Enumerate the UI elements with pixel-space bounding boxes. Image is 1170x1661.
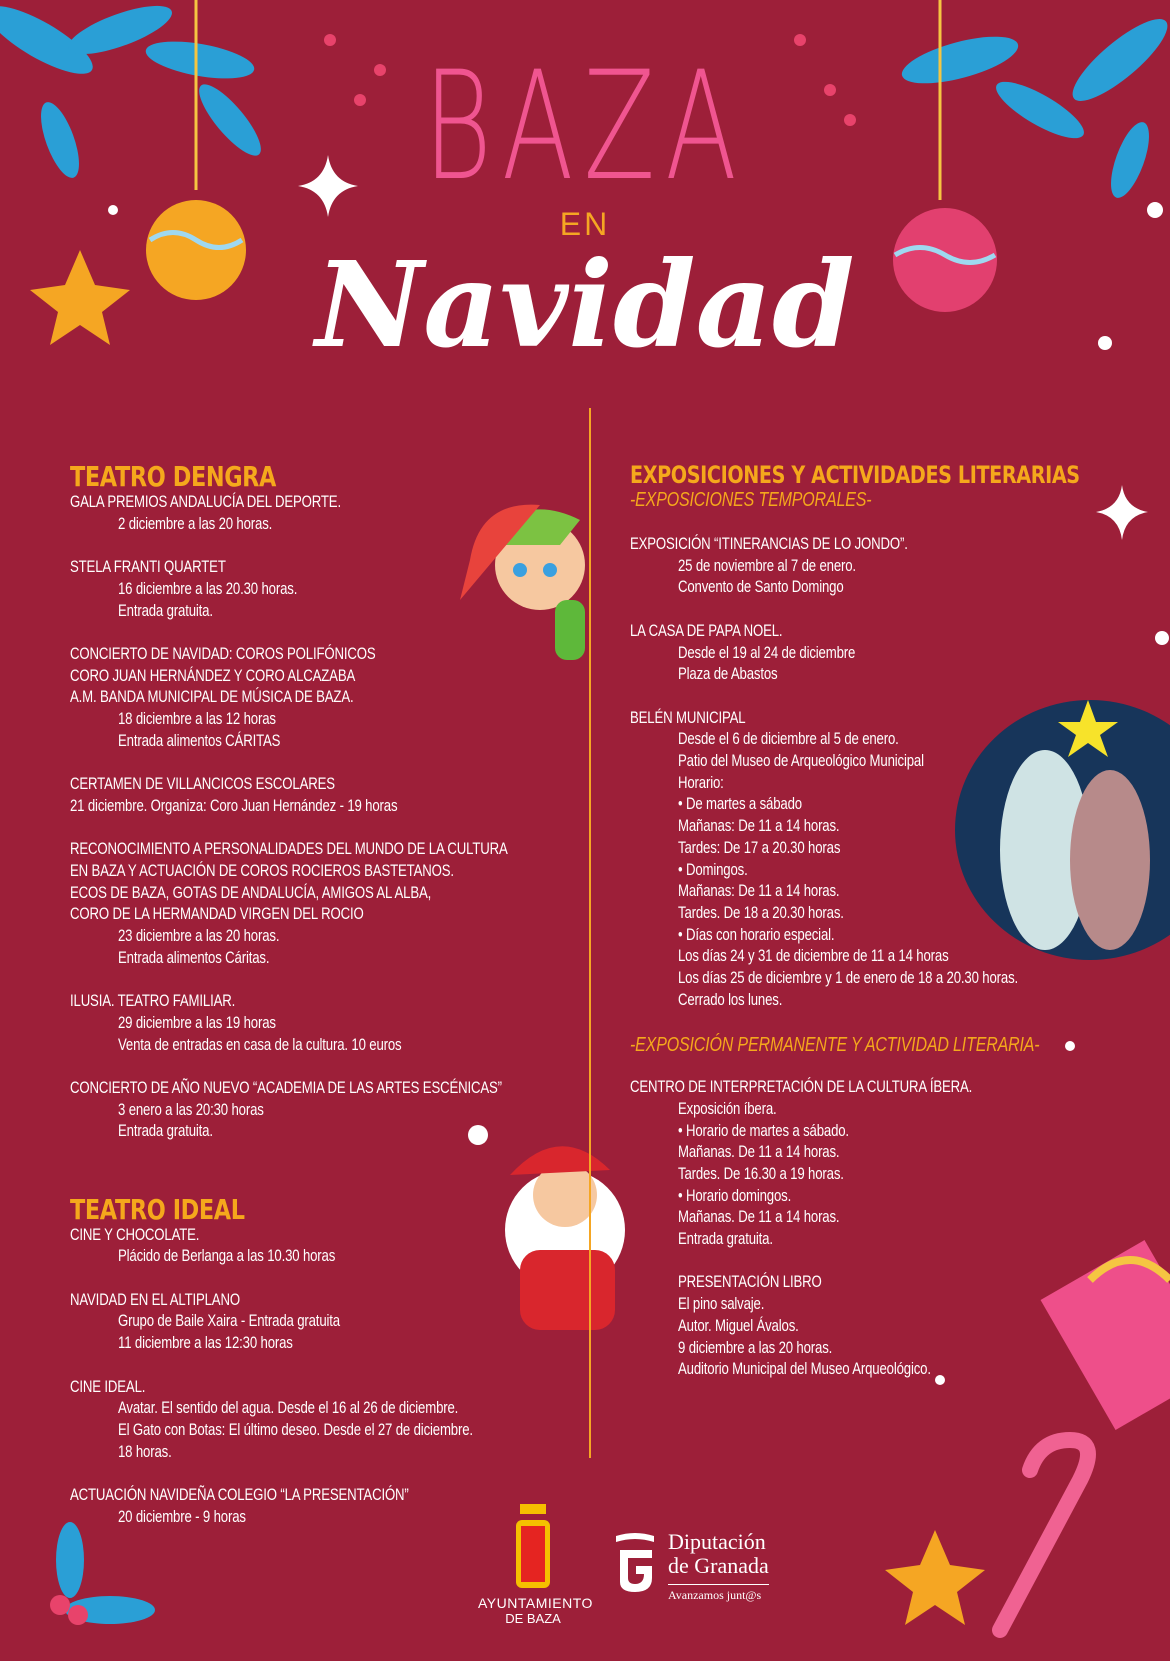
event-detail: Entrada gratuita. [678,1230,773,1249]
baza-coat-of-arms-icon [508,1500,558,1590]
dip-line1: Diputación [668,1529,766,1554]
event-detail: Patio del Museo de Arqueológico Municipal [678,752,924,770]
event-detail: Mañanas. De 11 a 14 horas. [678,1208,840,1227]
event-detail: • Horario de martes a sábado. [678,1121,849,1140]
event-title: CINE IDEAL. [70,1377,146,1396]
event-detail: Los días 25 de diciembre y 1 de enero de 18 a 20.30 horas. [678,969,1019,988]
event-detail: • Días con horario especial. [678,925,835,944]
event-title: CONCIERTO DE NAVIDAD: COROS POLIFÓNICOS [70,644,376,663]
event-detail: 3 enero a las 20:30 horas [118,1100,264,1119]
event-entry [630,1272,1150,1381]
event-detail: El Gato con Botas: El último deseo. Desde el 27 de diciembre. [118,1420,473,1439]
event-detail: Convento de Santo Domingo [678,578,844,597]
section-gap [70,1165,590,1195]
event-entry [630,534,1150,599]
event-title: EXPOSICIÓN “ITINERANCIAS DE LO JONDO”. [630,535,908,553]
event-detail: Mañanas: De 11 a 14 horas. [678,817,840,836]
event-detail: PRESENTACIÓN LIBRO [678,1273,822,1292]
event-detail: Desde el 6 de diciembre al 5 de enero. [678,730,899,749]
event-detail: 29 diciembre a las 19 horas [118,1013,276,1032]
ayto-line1: AYUNTAMIENTO [478,1595,593,1611]
section-title: EXPOSICIONES Y ACTIVIDADES LITERARIAS [630,461,1080,489]
event-detail: 23 diciembre a las 20 horas. [118,927,280,945]
event-detail: 9 diciembre a las 20 horas. [678,1338,833,1357]
event-detail: 2 diciembre a las 20 horas. [118,514,273,533]
event-detail: Venta de entradas en casa de la cultura. 10 euros [118,1035,402,1054]
event-title: STELA FRANTI QUARTET [70,558,226,577]
ayuntamiento-baza-logo [478,1500,593,1626]
event-title: BELÉN MUNICIPAL [630,708,746,727]
left-column [70,462,590,1550]
event-title: CORO JUAN HERNÁNDEZ Y CORO ALCAZABA [70,666,356,685]
event-detail: Cerrado los lunes. [678,990,783,1009]
event-entry [70,991,590,1056]
event-detail: Plaza de Abastos [678,665,778,684]
event-detail: Entrada gratuita. [118,601,213,620]
event-detail: • De martes a sábado [678,795,802,814]
event-detail: Los días 24 y 31 de diciembre de 11 a 14 horas [678,947,949,966]
event-entry [630,621,1150,686]
event-title: NAVIDAD EN EL ALTIPLANO [70,1290,240,1309]
dip-tagline: Avanzamos junt@s [668,1584,769,1603]
event-detail: Auditorio Municipal del Museo Arqueológico. [678,1360,931,1379]
event-entry [70,1225,590,1268]
event-detail: Mañanas: De 11 a 14 horas. [678,882,840,901]
event-detail: Exposición íbera. [678,1099,777,1118]
right-column [630,462,1150,1403]
event-title: ACTUACIÓN NAVIDEÑA COLEGIO “LA PRESENTACIÓN” [70,1486,409,1505]
title-en: EN [559,206,611,242]
event-detail: • Domingos. [678,860,748,879]
event-title: ECOS DE BAZA, GOTAS DE ANDALUCÍA, AMIGOS AL ALBA, [70,883,432,902]
event-entry [70,557,590,622]
event-title: CONCIERTO DE AÑO NUEVO “ACADEMIA DE LAS ARTES ESCÉNICAS” [70,1078,502,1097]
event-detail: Entrada gratuita. [118,1122,213,1141]
event-detail: • Horario domingos. [678,1186,792,1205]
event-title: GALA PREMIOS ANDALUCÍA DEL DEPORTE. [70,493,341,511]
event-detail: Tardes. De 16.30 a 19 horas. [678,1164,844,1183]
event-title: CERTAMEN DE VILLANCICOS ESCOLARES [70,775,335,794]
title-baza: BAZA [423,40,747,214]
event-detail: El pino salvaje. [678,1295,765,1314]
event-detail: Tardes: De 17 a 20.30 horas [678,838,841,857]
event-detail: 25 de noviembre al 7 de enero. [678,556,856,575]
event-title: EN BAZA Y ACTUACIÓN DE COROS ROCIEROS BASTETANOS. [70,861,454,880]
subsection-title: -EXPOSICIONES TEMPORALES- [630,489,872,511]
event-detail: 18 diciembre a las 12 horas [118,710,276,728]
event-detail: Autor. Miguel Ávalos. [678,1316,799,1335]
event-entry [70,774,590,817]
dip-line2: de Granada [668,1553,769,1578]
event-detail: Grupo de Baile Xaira - Entrada gratuita [118,1312,340,1331]
event-detail: Entrada alimentos CÁRITAS [118,731,281,750]
event-title: ILUSIA. TEATRO FAMILIAR. [70,992,236,1011]
section-title: TEATRO IDEAL [70,1192,245,1226]
event-title: RECONOCIMIENTO A PERSONALIDADES DEL MUNDO DE LA CULTURA [70,840,508,859]
event-title: 21 diciembre. Organiza: Coro Juan Hernández - 19 horas [70,796,398,815]
event-title: CINE Y CHOCOLATE. [70,1225,200,1244]
event-entry [70,1290,590,1355]
event-entry [630,1077,1150,1251]
candy-cane-icon [1000,1440,1088,1630]
ayto-line2: DE BAZA [505,1611,561,1626]
subsection-title: -EXPOSICIÓN PERMANENTE Y ACTIVIDAD LITERARIA- [630,1034,1040,1057]
event-title: CORO DE LA HERMANDAD VIRGEN DEL ROCIO [70,905,364,924]
event-detail: 18 horas. [118,1442,172,1461]
star-icon [885,1530,985,1625]
section-title: TEATRO DENGRA [70,460,276,493]
event-detail: Mañanas. De 11 a 14 horas. [678,1143,840,1162]
event-detail: 11 diciembre a las 12:30 horas [118,1334,293,1353]
event-entry [70,644,590,753]
event-entry [70,839,590,969]
diputacion-granada-logo [612,1530,769,1603]
event-title: LA CASA DE PAPA NOEL. [630,621,783,640]
event-detail: Horario: [678,773,724,792]
event-entry [70,1078,590,1143]
event-title: CENTRO DE INTERPRETACIÓN DE LA CULTURA ÍBERA. [630,1078,973,1097]
event-detail: Tardes. De 18 a 20.30 horas. [678,903,844,922]
title-navidad: Navidad [315,235,855,374]
event-detail: 20 diciembre - 9 horas [118,1507,246,1526]
event-detail: Desde el 19 al 24 de diciembre [678,643,856,662]
event-detail: Plácido de Berlanga a las 10.30 horas [118,1247,336,1266]
event-detail: Avatar. El sentido del agua. Desde el 16 al 26 de diciembre. [118,1399,459,1418]
event-title: A.M. BANDA MUNICIPAL DE MÚSICA DE BAZA. [70,688,354,707]
event-entry [630,708,1150,1012]
event-detail: 16 diciembre a las 20.30 horas. [118,579,298,598]
diputacion-g-icon [612,1530,658,1596]
event-entry [70,1377,590,1464]
event-entry [70,492,590,535]
event-detail: Entrada alimentos Cáritas. [118,948,270,967]
